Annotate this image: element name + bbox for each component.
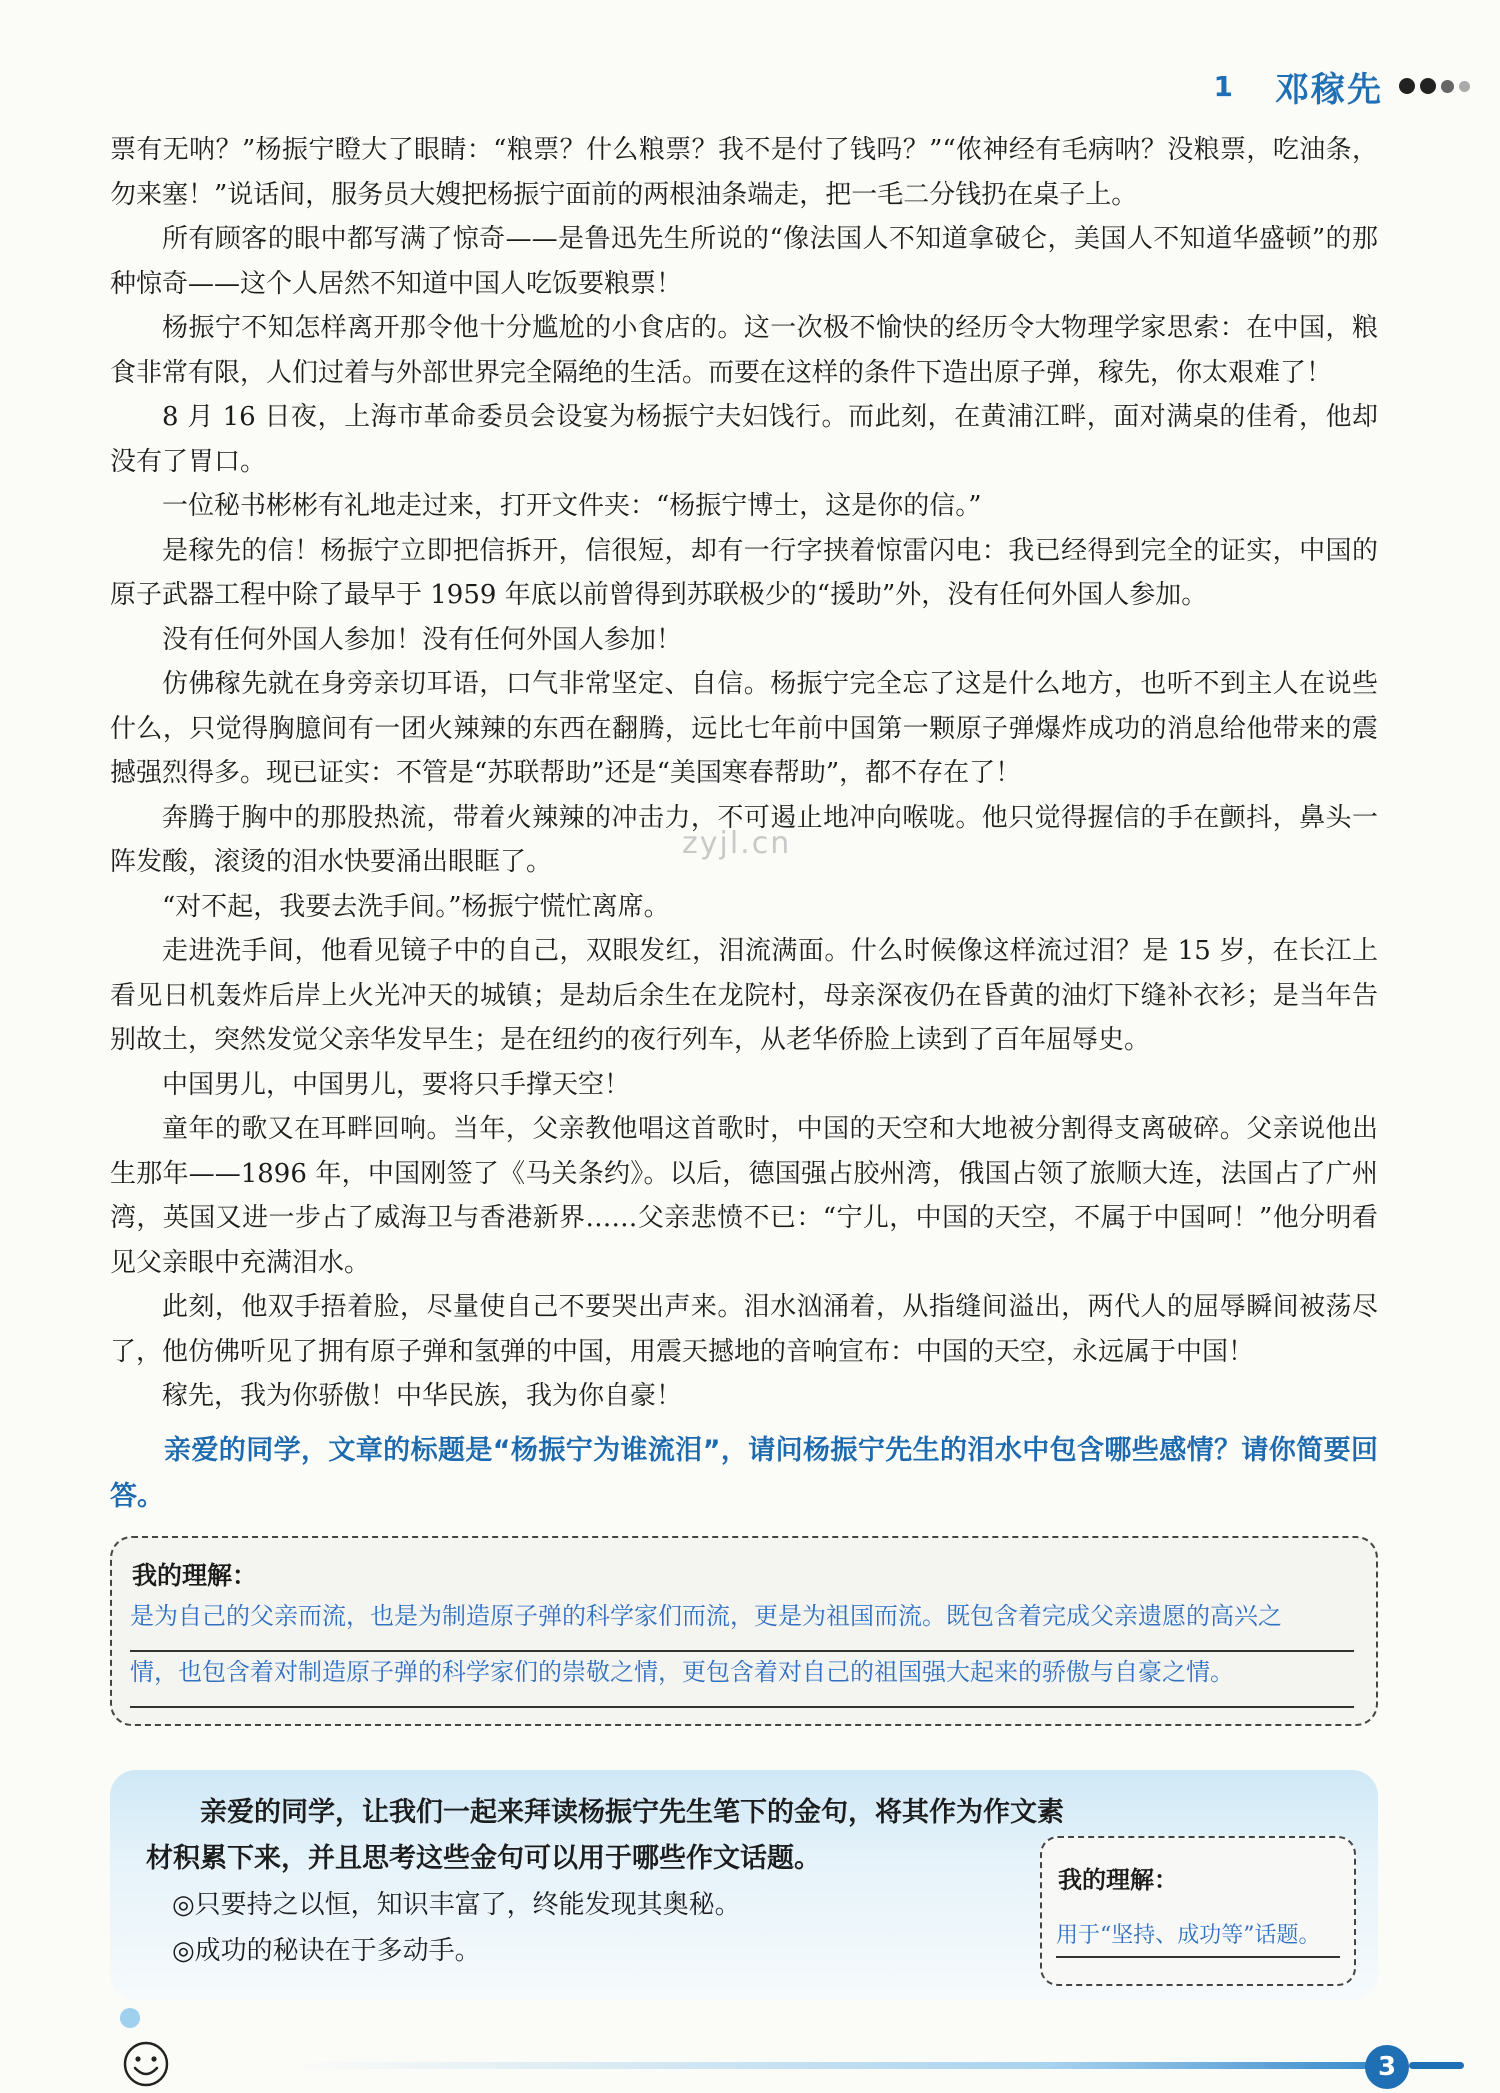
article-paragraph: 票有无呐？”杨振宁瞪大了眼睛：“粮票？什么粮票？我不是付了钱吗？”“侬神经有毛病呐？没粮票，吃油条，勿来塞！”说话间，服务员大嫂把杨振宁面前的两根油条端走，把一毛二分钱扔在桌子上。 [110,135,1378,210]
quote-item: ◎只要持之以恒，知识丰富了，终能发现其奥秘。 [172,1890,741,1920]
article-paragraph: 仿佛稼先就在身旁亲切耳语，口气非常坚定、自信。杨振宁完全忘了这是什么地方，也听不到主人在说些什么，只觉得胸臆间有一团火辣辣的东西在翻腾，远比七年前中国第一颗原子弹爆炸成功的消息给他带来的震撼强烈得多。现已证实：不管是“苏联帮助”还是“美国寒春帮助”，都不存在了！ [110,669,1378,788]
article-paragraph: 没有任何外国人参加！没有任何外国人参加！ [162,624,683,655]
watermark: zyjl.cn [682,826,792,861]
article-paragraph: 一位秘书彬彬有礼地走过来，打开文件夹：“杨振宁博士，这是你的信。” [162,491,982,521]
reading-question: 亲爱的同学，文章的标题是“杨振宁为谁流泪”，请问杨振宁先生的泪水中包含哪些感情？请你简要回答。 [110,1435,1378,1512]
answer-box [110,1536,1378,1726]
side-answer-box [1040,1836,1356,1986]
page-number: 3 [1365,2045,1409,2089]
article-paragraph: 稼先，我为你骄傲！中华民族，我为你自豪！ [162,1381,683,1411]
page-header [1213,66,1470,110]
footer-bar [300,2062,1370,2069]
article-paragraph: 走进洗手间，他看见镜子中的自己，双眼发红，泪流满面。什么时候像这样流过泪？是 15 岁，在长江上看见日机轰炸后岸上火光冲天的城镇；是劫后余生在龙院村，母亲深夜仍在昏黄的油灯下缝补衣衫；是当年告别故土，突然发觉父亲华发早生；是在纽约的夜行列车，从老华侨脸上读到了百年屈辱史。 [110,936,1378,1055]
article-paragraph: 是稼先的信！杨振宁立即把信拆开，信很短，却有一行字挟着惊雷闪电：我已经得到完全的证实，中国的原子武器工程中除了最早于 1959 年底以前曾得到苏联极少的“援助”外，没有任何外国人参加。 [110,535,1378,610]
quote-prompt: 亲爱的同学，让我们一起来拜读杨振宁先生笔下的金句，将其作为作文素材积累下来，并且思考这些金句可以用于哪些作文话题。 [146,1797,1064,1874]
article-paragraph: 所有顾客的眼中都写满了惊奇——是鲁迅先生所说的“像法国人不知道拿破仑，美国人不知道华盛顿”的那种惊奇——这个人居然不知道中国人吃饭要粮票！ [110,224,1378,299]
decorative-dots-icon [1399,78,1470,94]
article-paragraph: 中国男儿，中国男儿，要将只手撑天空！ [162,1069,631,1100]
article-paragraph: 此刻，他双手捂着脸，尽量使自己不要哭出声来。泪水汹涌着，从指缝间溢出，两代人的屈辱瞬间被荡尽了，他仿佛听见了拥有原子弹和氢弹的中国，用震天撼地的音响宣布：中国的天空，永远属于中国！ [110,1292,1378,1367]
footer-bar-tail [1409,2062,1464,2069]
article-paragraph: 童年的歌又在耳畔回响。当年，父亲教他唱这首歌时，中国的天空和大地被分割得支离破碎。父亲说他出生那年——1896 年，中国刚签了《马关条约》。以后，德国强占胶州湾，俄国占领了旅顺大连，法国占了广州湾，英国又进一步占了威海卫与香港新界……父亲悲愤不已：“宁儿，中国的天空，不属于中国呵！”他分明看见父亲眼中充满泪水。 [110,1114,1378,1278]
article-paragraph: 奔腾于胸中的那股热流，带着火辣辣的冲击力，不可遏止地冲向喉咙。他只觉得握信的手在颤抖，鼻头一阵发酸，滚烫的泪水快要涌出眼眶了。 [110,802,1378,877]
article-body [110,128,1378,1419]
answer-label: 我的理解： [132,1561,258,1590]
quote-item: ◎成功的秘诀在于多动手。 [172,1936,481,1966]
side-answer-label: 我的理解： [1058,1866,1178,1894]
side-answer-text: 用于“坚持、成功等”话题。 [1056,1916,1340,1958]
quote-panel-text [146,1790,1086,1974]
chapter-number: 1 [1213,69,1233,103]
article-paragraph: 8 月 16 日夜，上海市革命委员会设宴为杨振宁夫妇饯行。而此刻，在黄浦江畔，面对满桌的佳肴，他却没有了胃口。 [110,402,1378,477]
article-paragraph: “对不起，我要去洗手间。”杨振宁慌忙离席。 [162,891,670,922]
quote-panel [110,1770,1378,2000]
page-footer [0,2040,1500,2093]
bubble-icon [120,2008,140,2028]
answer-line: 是为自己的父亲而流，也是为制造原子弹的科学家们而流，更是为祖国而流。既包含着完成父亲遗愿的高兴之 [130,1596,1354,1652]
article-paragraph: 杨振宁不知怎样离开那令他十分尴尬的小食店的。这一次极不愉快的经历令大物理学家思索：在中国，粮食非常有限，人们过着与外部世界完全隔绝的生活。而要在这样的条件下造出原子弹，稼先，你太艰难了！ [110,313,1378,388]
answer-lines [130,1596,1354,1708]
chapter-title: 邓稼先 [1275,69,1383,110]
answer-line: 情，也包含着对制造原子弹的科学家们的崇敬之情，更包含着对自己的祖国强大起来的骄傲与自豪之情。 [130,1652,1354,1708]
smiley-icon [122,2040,170,2088]
